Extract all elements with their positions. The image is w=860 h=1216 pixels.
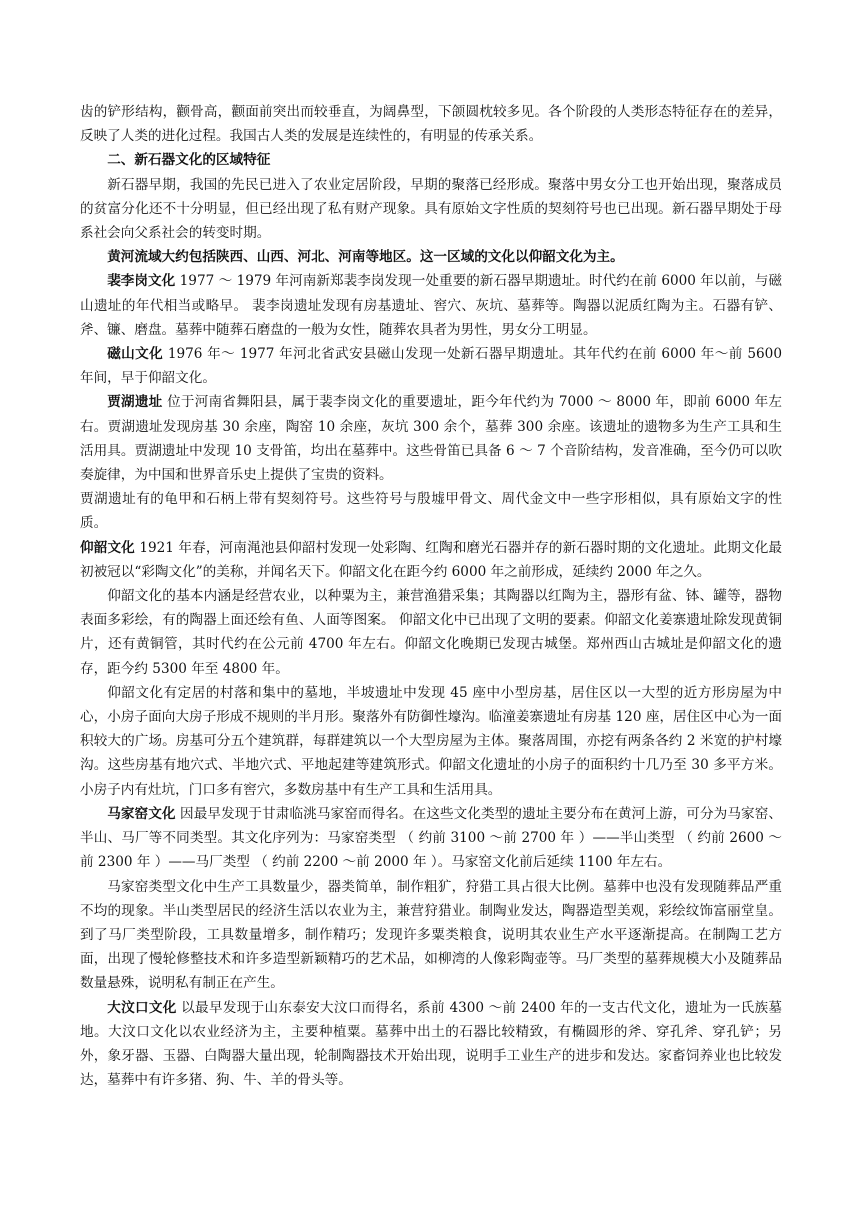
text-majiayao: 因最早发现于甘肃临洮马家窑而得名。在这些文化类型的遗址主要分布在黄河上游，可分为马家窑、半山、马厂等不同类型。其文化序列为：马家窑类型 （ 约前 3100 ～前 2700 年 ）——半山类型 （ 约前 2600 ～前 2300 年 ）——马厂类型 （ 约前 2200 ～前 2000 年 ）。马家窑文化前后延续 1100 年左右。 bbox=[80, 805, 782, 871]
paragraph-yangshao-settlement: 仰韶文化有定居的村落和集中的墓地，半坡遗址中发现 45 座中小型房基，居住区以一大型的近方形房屋为中心，小房子面向大房子形成不规则的半月形。聚落外有防御性壕沟。临潼姜寨遗址有房基 120 座，居住区中心为一面积较大的广场。房基可分五个建筑群，每群建筑以一个大型房屋为主体。聚落周围，亦挖有两条各约 2 米宽的护村壕沟。这些房基有地穴式、半地穴式、平地起建等建筑形式。仰韶文化遗址的小房子的面积约十几乃至 30 多平方米。小房子内有灶坑，门口多有窖穴，多数房基中有生产工具和生活用具。 bbox=[80, 684, 782, 798]
paragraph-yangshao-content: 仰韶文化的基本内涵是经营农业，以种粟为主，兼营渔猎采集；其陶器以红陶为主，器形有盆、钵、罐等，器物表面多彩绘，有的陶器上面还绘有鱼、人面等图案。 仰韶文化中已出现了文明的要素。仰韶文化姜寨遗址除发现黄铜片，还有黄铜管，其时代约在公元前 4700 年左右。仰韶文化晚期已发现古城堡。郑州西山古城址是仰韶文化的遗存，距今约 5300 年至 4800 年。 bbox=[80, 588, 782, 677]
term-yangshao: 仰韶文化 bbox=[80, 539, 135, 556]
term-majiayao: 马家窑文化 bbox=[107, 805, 176, 822]
paragraph-jiahu-symbols: 贾湖遗址有的龟甲和石柄上带有契刻符号。这些符号与殷墟甲骨文、周代金文中一些字形相似，具有原始文字的性质。 bbox=[80, 491, 782, 532]
text-yangshao: 1921 年春，河南渑池县仰韶村发现一处彩陶、红陶和磨光石器并存的新石器时期的文化遗址。此期文化最初被冠以“彩陶文化”的美称，并闻名天下。仰韶文化在距今约 6000 年之前形成，延续约 2000 年之久。 bbox=[80, 539, 783, 580]
text-peiligang: 1977 ～ 1979 年河南新郑裴李岗发现一处重要的新石器早期遗址。时代约在前 6000 年以前，与磁山遗址的年代相当或略早。 裴李岗遗址发现有房基遗址、窖穴、灰坑、墓葬等。陶器以泥质红陶为主。石器有铲、斧、镰、磨盘。墓葬中随葬石磨盘的一般为女性，随葬农具者为男性，男女分工明显。 bbox=[80, 273, 782, 338]
paragraph-early-neolithic: 新石器早期，我国的先民已进入了农业定居阶段，早期的聚落已经形成。聚落中男女分工也开始出现，聚落成员的贫富分化还不十分明显，但已经出现了私有财产现象。具有原始文字性质的契刻符号也已出现。新石器早期处于母系社会向父系社会的转变时期。 bbox=[80, 176, 782, 242]
term-peiligang: 裴李岗文化 bbox=[107, 273, 176, 290]
paragraph-jiahu bbox=[80, 390, 782, 487]
text-dawenkou: 以最早发现于山东泰安大汶口而得名，系前 4300 ～前 2400 年的一支古代文化，遗址为一氏族墓地。大汶口文化以农业经济为主，主要种植粟。墓葬中出土的石器比较精致，有椭圆形的斧、穿孔斧、穿孔铲；另外，象牙器、玉器、白陶器大量出现，轮制陶器技术开始出现，说明手工业生产的进步和发达。家畜饲养业也比较发达，墓葬中有许多猪、狗、牛、羊的骨头等。 bbox=[80, 999, 782, 1089]
paragraph-intro: 齿的铲形结构，颧骨高，颧面前突出而较垂直，为阔鼻型，下颌圆枕较多见。各个阶段的人类形态特征存在的差异，反映了人类的进化过程。我国古人类的发展是连续性的，有明显的传承关系。 bbox=[80, 104, 782, 145]
paragraph-yellow-river: 黄河流域大约包括陕西、山西、河北、河南等地区。这一区域的文化以仰韶文化为主。 bbox=[107, 249, 624, 266]
paragraph-dawenkou bbox=[80, 996, 782, 1093]
paragraph-majiayao-content: 马家窑类型文化中生产工具数量少，器类简单，制作粗犷，狩猎工具占很大比例。墓葬中也没有发现随葬品严重不均的现象。半山类型居民的经济生活以农业为主，兼营狩猎业。制陶业发达，陶器造型美观，彩绘纹饰富丽堂皇。到了马厂类型阶段，工具数量增多，制作精巧；发现许多粟类粮食，说明其农业生产水平逐渐提高。在制陶工艺方面，出现了慢轮修整技术和许多造型新颖精巧的艺术品，如柳湾的人像彩陶壶等。马厂类型的墓葬规模大小及随葬品数量悬殊，说明私有制正在产生。 bbox=[80, 878, 782, 992]
paragraph-yangshao bbox=[80, 536, 782, 584]
paragraph-cishan bbox=[80, 342, 782, 390]
text-cishan: 1976 年～ 1977 年河北省武安县磁山发现一处新石器早期遗址。其年代约在前 6000 年～前 5600 年间，早于仰韶文化。 bbox=[80, 346, 782, 387]
paragraph-majiayao bbox=[80, 802, 782, 875]
text-jiahu: 位于河南省舞阳县，属于裴李岗文化的重要遗址，距今年代约为 7000 ～ 8000 年，即前 6000 年左右。贾湖遗址发现房基 30 余座，陶窑 10 余座，灰坑 300 余个，墓葬 300 余座。该遗址的遗物多为生产工具和生活用具。贾湖遗址中发现 10 支骨笛，均出在墓葬中。这些骨笛已具备 6 ～ 7 个音阶结构，发音准确，至今仍可以吹奏旋律，为中国和世界音乐史上提供了宝贵的资料。 bbox=[80, 394, 783, 484]
section-heading: 二、新石器文化的区域特征 bbox=[107, 152, 271, 169]
term-cishan: 磁山文化 bbox=[107, 346, 164, 363]
term-dawenkou: 大汶口文化 bbox=[107, 999, 177, 1016]
paragraph-peiligang bbox=[80, 269, 782, 342]
term-jiahu: 贾湖遗址 bbox=[107, 394, 163, 411]
